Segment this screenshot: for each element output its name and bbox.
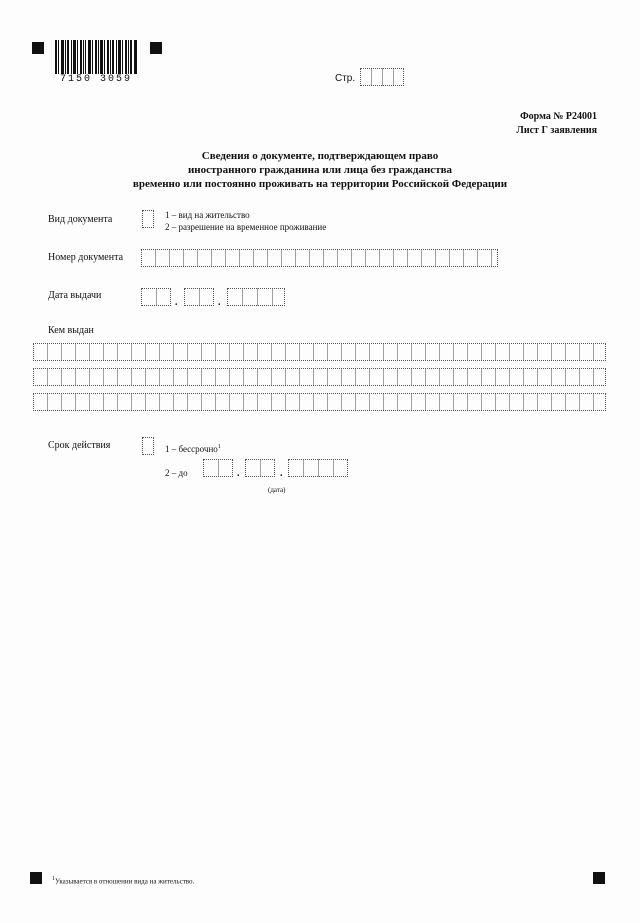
validity-option1-text: 1 – бессрочно (165, 444, 218, 454)
issued-by-label: Кем выдан (48, 325, 94, 336)
section-title-line3: временно или постоянно проживать на территории Российской Федерации (132, 178, 508, 190)
validity-option2: 2 – до (165, 468, 188, 478)
page-label: Стр. (335, 73, 356, 84)
barcode-image (55, 40, 137, 74)
footnote-ref: 1 (217, 444, 221, 450)
barcode-number: 7150 3059 (60, 74, 133, 85)
footnote-text: Указывается в отношении вида на жительство. (55, 877, 195, 886)
sheet-label: Лист Г заявления (516, 125, 597, 136)
section-title-line1: Сведения о документе, подтверждающем право (201, 150, 439, 162)
issue-month-field[interactable] (184, 288, 214, 306)
registration-marker-bottom-right (593, 872, 605, 884)
validity-year-field[interactable] (288, 459, 348, 477)
doc-type-label: Вид документа (48, 214, 113, 225)
issue-date-label: Дата выдачи (48, 290, 102, 301)
doc-type-option1: 1 – вид на жительство (165, 210, 250, 220)
validity-day-field[interactable] (203, 459, 233, 477)
issued-by-row-1[interactable] (33, 343, 606, 361)
doc-type-option2: 2 – разрешение на временное проживание (165, 222, 327, 232)
form-number: Форма № Р24001 (520, 111, 597, 122)
issue-year-field[interactable] (227, 288, 285, 306)
doc-type-field[interactable] (142, 210, 154, 228)
registration-marker-top-right (150, 42, 162, 54)
issue-day-field[interactable] (141, 288, 171, 306)
footnote (52, 876, 194, 885)
date-separator: . (280, 468, 283, 479)
date-separator: . (218, 297, 221, 308)
date-separator: . (175, 297, 178, 308)
validity-option1 (165, 444, 221, 454)
validity-label: Срок действия (48, 440, 111, 451)
issued-by-row-2[interactable] (33, 368, 606, 386)
doc-number-field[interactable] (141, 249, 498, 267)
section-title-line2: иностранного гражданина или лица без гражданства (187, 164, 453, 176)
date-caption: (дата) (268, 486, 286, 494)
page-number-field[interactable] (360, 68, 404, 86)
footnote-marker: 1 (52, 876, 55, 882)
issued-by-row-3[interactable] (33, 393, 606, 411)
date-separator: . (237, 468, 240, 479)
doc-number-label: Номер документа (48, 252, 124, 263)
registration-marker-bottom-left (30, 872, 42, 884)
registration-marker-top-left (32, 42, 44, 54)
validity-month-field[interactable] (245, 459, 275, 477)
validity-field[interactable] (142, 437, 154, 455)
